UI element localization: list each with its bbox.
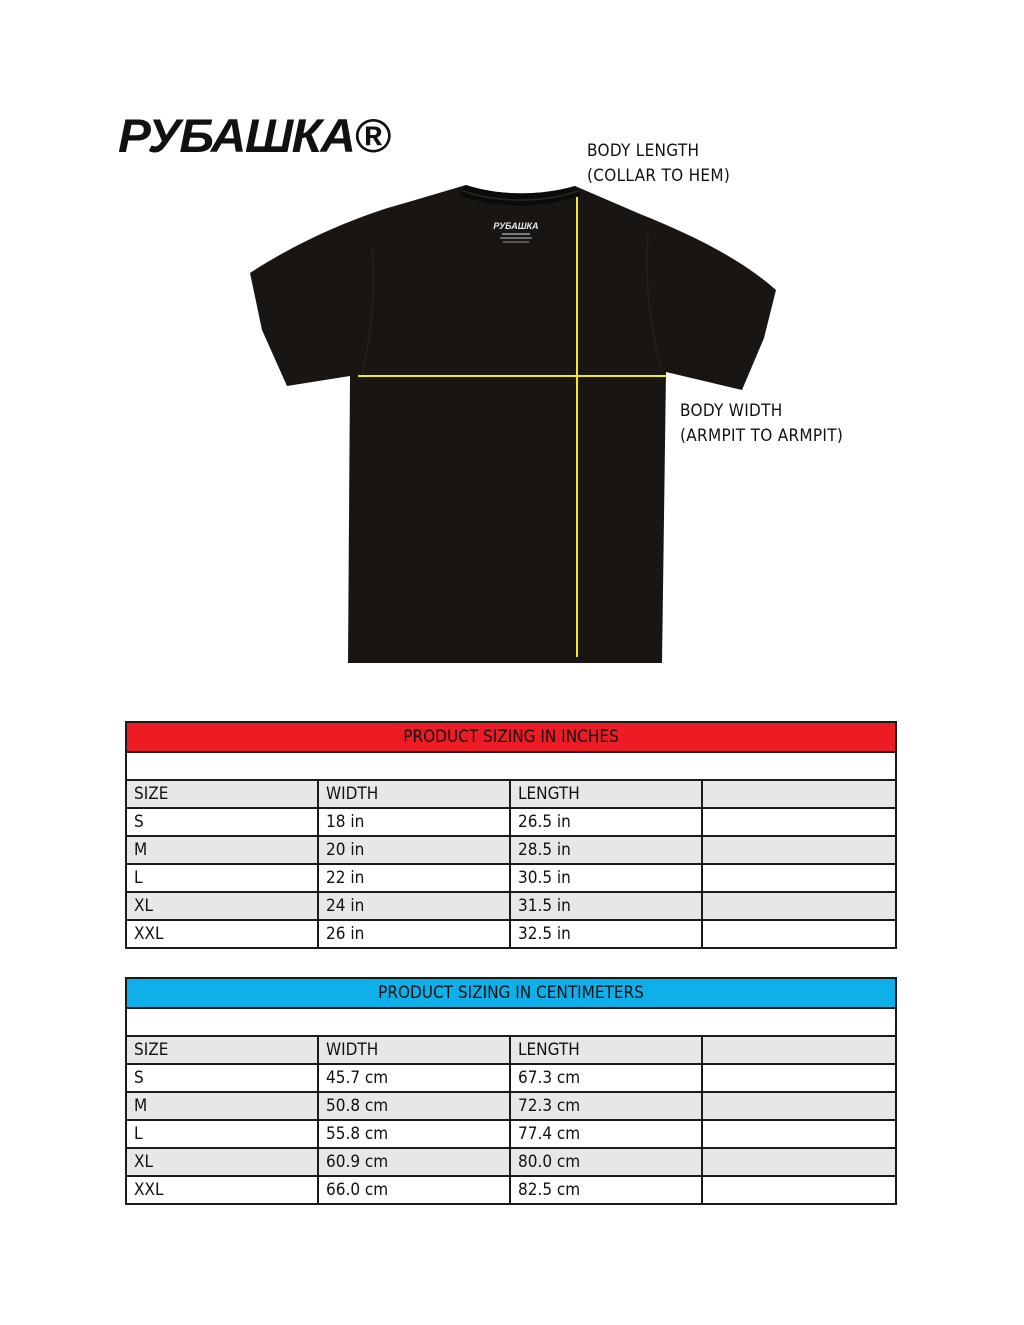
header-size: SIZE bbox=[127, 1037, 319, 1063]
sizing-table-centimeters bbox=[125, 977, 897, 1205]
header-blank bbox=[703, 781, 895, 807]
cell-size: XL bbox=[127, 893, 319, 919]
cell-size: M bbox=[127, 1093, 319, 1119]
table-row bbox=[127, 1065, 895, 1093]
cell-width: 18 in bbox=[319, 809, 511, 835]
table-title: PRODUCT SIZING IN CENTIMETERS bbox=[127, 979, 895, 1009]
body-length-callout bbox=[587, 139, 730, 189]
cell-size: L bbox=[127, 1121, 319, 1147]
cell-blank bbox=[703, 921, 895, 947]
table-header-row bbox=[127, 781, 895, 809]
header-blank bbox=[703, 1037, 895, 1063]
table-header-row bbox=[127, 1037, 895, 1065]
cell-length: 26.5 in bbox=[511, 809, 703, 835]
cell-blank bbox=[703, 893, 895, 919]
cell-size: L bbox=[127, 865, 319, 891]
cell-width: 50.8 cm bbox=[319, 1093, 511, 1119]
sizing-table-inches bbox=[125, 721, 897, 949]
body-width-sublabel: (ARMPIT TO ARMPIT) bbox=[680, 426, 844, 446]
cell-length: 67.3 cm bbox=[511, 1065, 703, 1091]
cell-size: M bbox=[127, 837, 319, 863]
header-size: SIZE bbox=[127, 781, 319, 807]
cell-width: 45.7 cm bbox=[319, 1065, 511, 1091]
brand-logo: РУБАШКА® bbox=[118, 109, 390, 162]
cell-width: 55.8 cm bbox=[319, 1121, 511, 1147]
cell-width: 20 in bbox=[319, 837, 511, 863]
cell-size: XXL bbox=[127, 1177, 319, 1203]
cell-size: S bbox=[127, 809, 319, 835]
header-width: WIDTH bbox=[319, 1037, 511, 1063]
cell-width: 26 in bbox=[319, 921, 511, 947]
body-length-sublabel: (COLLAR TO HEM) bbox=[587, 166, 731, 186]
cell-size: S bbox=[127, 1065, 319, 1091]
table-row bbox=[127, 921, 895, 947]
table-row bbox=[127, 809, 895, 837]
cell-blank bbox=[703, 809, 895, 835]
table-title: PRODUCT SIZING IN INCHES bbox=[127, 723, 895, 753]
cell-length: 32.5 in bbox=[511, 921, 703, 947]
cell-blank bbox=[703, 837, 895, 863]
cell-blank bbox=[703, 1065, 895, 1091]
table-row bbox=[127, 865, 895, 893]
table-row bbox=[127, 893, 895, 921]
cell-blank bbox=[703, 1177, 895, 1203]
cell-width: 66.0 cm bbox=[319, 1177, 511, 1203]
header-length: LENGTH bbox=[511, 1037, 703, 1063]
body-width-label: BODY WIDTH bbox=[680, 401, 783, 421]
table-row bbox=[127, 1121, 895, 1149]
tshirt-neck-label: РУБАШКА bbox=[493, 221, 539, 231]
body-length-label: BODY LENGTH bbox=[587, 141, 700, 161]
cell-blank bbox=[703, 1093, 895, 1119]
cell-length: 72.3 cm bbox=[511, 1093, 703, 1119]
cell-width: 60.9 cm bbox=[319, 1149, 511, 1175]
cell-length: 31.5 in bbox=[511, 893, 703, 919]
cell-length: 30.5 in bbox=[511, 865, 703, 891]
cell-width: 24 in bbox=[319, 893, 511, 919]
cell-size: XL bbox=[127, 1149, 319, 1175]
table-row bbox=[127, 1177, 895, 1203]
cell-blank bbox=[703, 1149, 895, 1175]
header-width: WIDTH bbox=[319, 781, 511, 807]
cell-blank bbox=[703, 865, 895, 891]
cell-length: 82.5 cm bbox=[511, 1177, 703, 1203]
cell-size: XXL bbox=[127, 921, 319, 947]
cell-length: 77.4 cm bbox=[511, 1121, 703, 1147]
table-row bbox=[127, 1093, 895, 1121]
cell-length: 28.5 in bbox=[511, 837, 703, 863]
table-row bbox=[127, 837, 895, 865]
header-length: LENGTH bbox=[511, 781, 703, 807]
table-spacer-row bbox=[127, 1009, 895, 1037]
cell-length: 80.0 cm bbox=[511, 1149, 703, 1175]
body-width-callout bbox=[680, 399, 843, 449]
cell-width: 22 in bbox=[319, 865, 511, 891]
table-row bbox=[127, 1149, 895, 1177]
cell-blank bbox=[703, 1121, 895, 1147]
table-spacer-row bbox=[127, 753, 895, 781]
